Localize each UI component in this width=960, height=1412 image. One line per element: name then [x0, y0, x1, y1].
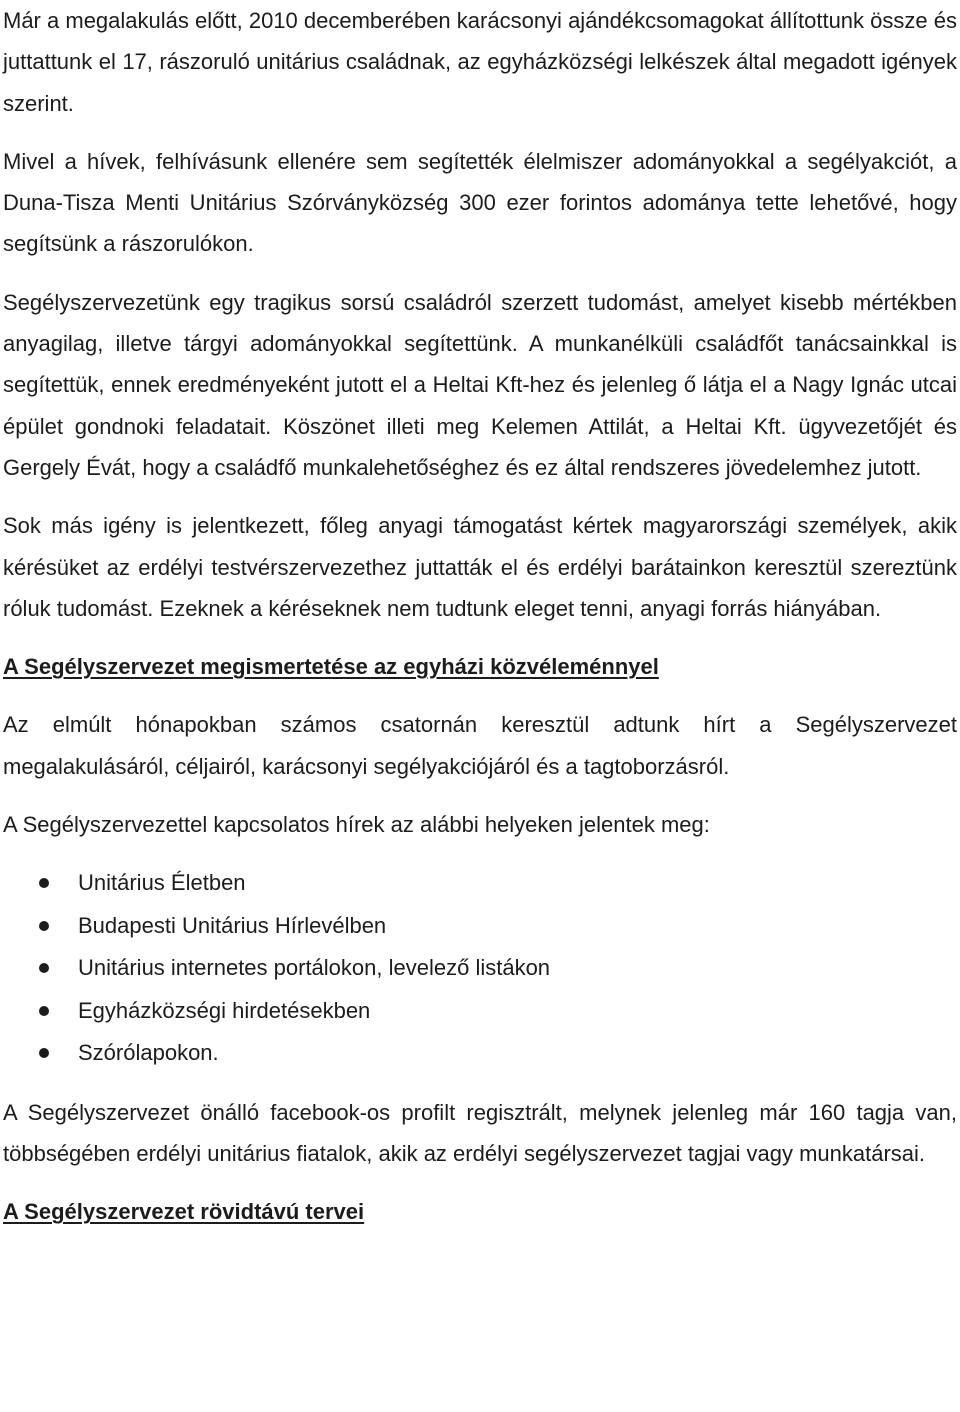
list-item: Unitárius internetes portálokon, levelező listákon: [3, 947, 957, 990]
bullet-icon: [39, 1006, 49, 1016]
list-item: Szórólapokon.: [3, 1032, 957, 1075]
section-heading-short-term-plans: A Segélyszervezet rövidtávú tervei: [3, 1199, 365, 1225]
bullet-icon: [39, 921, 49, 931]
paragraph-news-places-intro: A Segélyszervezettel kapcsolatos hírek az alábbi helyeken jelentek meg:: [3, 812, 710, 838]
paragraph-family-support: Segélyszervezetünk egy tragikus sorsú családról szerzett tudomást, amelyet kisebb mértékben anyagilag, illetve tárgyi adományokkal segítettünk. A munkanélküli családfőt tanácsainkkal is segítettük, ennek eredményeként jutott el a Heltai Kft-hez és jelenleg ő látja el a Nagy Ignác utcai épület gondnoki feladatait. Köszönet illeti meg Kelemen Attilát, a Heltai Kft. ügyvezetőjét és Gergely Évát, hogy a családfő munkalehetőséghez és ez által rendszeres jövedelemhez jutott.: [3, 289, 957, 480]
list-item: Budapesti Unitárius Hírlevélben: [3, 905, 957, 948]
bullet-icon: [39, 963, 49, 973]
bullet-icon: [39, 878, 49, 888]
paragraph-facebook-profile: A Segélyszervezet önálló facebook-os profilt regisztrált, melynek jelenleg már 160 tagja van, többségében erdélyi unitárius fiatalok, akik az erdélyi segélyszervezet tagjai vagy munkatársai.: [3, 1099, 957, 1167]
paragraph-donation: Mivel a hívek, felhívásunk ellenére sem segítették élelmiszer adományokkal a segélyakciót, a Duna-Tisza Menti Unitárius Szórványközség 300 ezer forintos adománya tette lehetővé, hogy segítsünk a rászorulókon.: [3, 148, 957, 257]
paragraph-christmas-packages: Már a megalakulás előtt, 2010 decemberében karácsonyi ajándékcsomagokat állítottunk össze és juttattunk el 17, rászoruló unitárius családnak, az egyházközségi lelkészek által megadott igények szerint.: [3, 8, 957, 116]
list-item: Egyházközségi hirdetésekben: [3, 990, 957, 1033]
paragraph-other-requests: Sok más igény is jelentkezett, főleg anyagi támogatást kértek magyarországi személyek, akik kérésüket az erdélyi testvérszervezethez juttatták el és erdélyi barátainkon keresztül szereztünk róluk tudomást. Ezeknek a kéréseknek nem tudtunk eleget tenni, anyagi forrás hiányában.: [3, 513, 957, 621]
bullet-icon: [39, 1048, 49, 1058]
paragraph-news-channels: Az elmúlt hónapokban számos csatornán keresztül adtunk hírt a Segélyszervezet megalakulásáról, céljairól, karácsonyi segélyakciójáról és a tagtoborzásról.: [3, 712, 957, 779]
list-item: Unitárius Életben: [3, 862, 957, 905]
section-heading-publicity: A Segélyszervezet megismertetése az egyházi közvéleménnyel: [3, 654, 659, 680]
news-places-list: [3, 862, 957, 1075]
